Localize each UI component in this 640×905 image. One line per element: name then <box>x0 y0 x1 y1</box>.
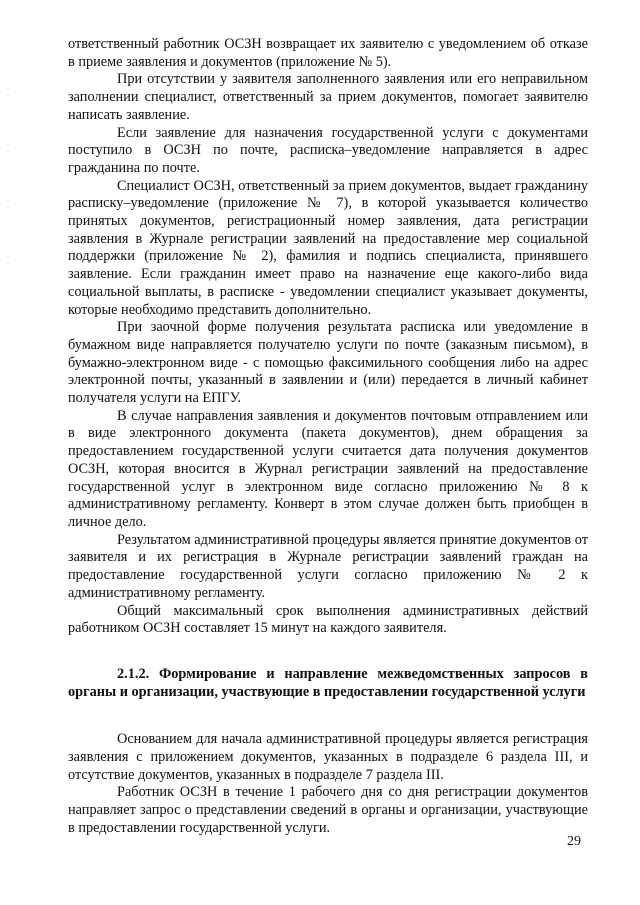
paragraph-7: Результатом административной процедуры является принятие документов от заявителя и их регистрация в Журнале регистрации заявлений граждан на предоставление государственной услуги согласно приложению № 2 к административному регламенту. <box>68 531 588 601</box>
paragraph-5: При заочной форме получения результата расписка или уведомление в бумажном виде направляется получателю услуги по почте (заказным письмом), в бумажно-электронном виде - с помощью факсимильного сообщения либо на адрес электронной почты, указанный в заявлении и (или) передается в личный кабинет получателя услуги на ЕПГУ. <box>68 319 588 407</box>
section-heading: 2.1.2. Формирование и направление межведомственных запросов в органы и организации, участвующие в предоставлении государственной услуги <box>68 665 588 700</box>
paragraph-4: Специалист ОСЗН, ответственный за прием документов, выдает гражданину расписку–уведомление (приложение № 7), в которой указывается количество принятых документов, регистрационный номер заявления, дата регистрации заявления в Журнале регистрации заявлений на предоставление мер социальной поддержки (приложение № 2), фамилия и подпись специалиста, принявшего заявление. Если гражданин имеет право на назначение еще какого-либо вида социальной выплаты, в расписке - уведомлении специалист указывает документы, которые необходимо представить дополнительно. <box>68 177 588 318</box>
scan-margin-marks <box>6 0 10 905</box>
paragraph-3: Если заявление для назначения государственной услуги с документами поступило в ОСЗН по почте, расписка–уведомление направляется в адрес гражданина по почте. <box>68 124 588 176</box>
paragraph-10: Работник ОСЗН в течение 1 рабочего дня со дня регистрации документов направляет запрос о представлении сведений в органы и организации, участвующие в предоставлении государственной услуги. <box>68 784 588 836</box>
paragraph-1: ответственный работник ОСЗН возвращает их заявителю с уведомлением об отказе в приеме заявления и документов (приложение № 5). <box>68 36 588 70</box>
document-body <box>68 36 588 838</box>
paragraph-2: При отсутствии у заявителя заполненного заявления или его неправильном заполнении специалист, ответственный за прием документов, помогает заявителю написать заявление. <box>68 71 588 123</box>
paragraph-6: В случае направления заявления и документов почтовым отправлением или в виде электронного документа (пакета документов), днем обращения за предоставлением государственной услуги считается дата получения документов ОСЗН, которая вносится в Журнал регистрации заявлений на предоставление государственной услуг в электронном виде согласно приложению № 8 к административному регламенту. Конверт в этом случае должен быть приобщен в личное дело. <box>68 407 588 530</box>
paragraph-8: Общий максимальный срок выполнения административных действий работником ОСЗН составляет 15 минут на каждого заявителя. <box>68 602 588 637</box>
paragraph-9: Основанием для начала административной процедуры является регистрация заявления с приложением документов, указанных в подразделе 6 раздела III, и отсутствие документов, указанных в подразделе 7 раздела III. <box>68 731 588 783</box>
page-number: 29 <box>567 834 581 849</box>
